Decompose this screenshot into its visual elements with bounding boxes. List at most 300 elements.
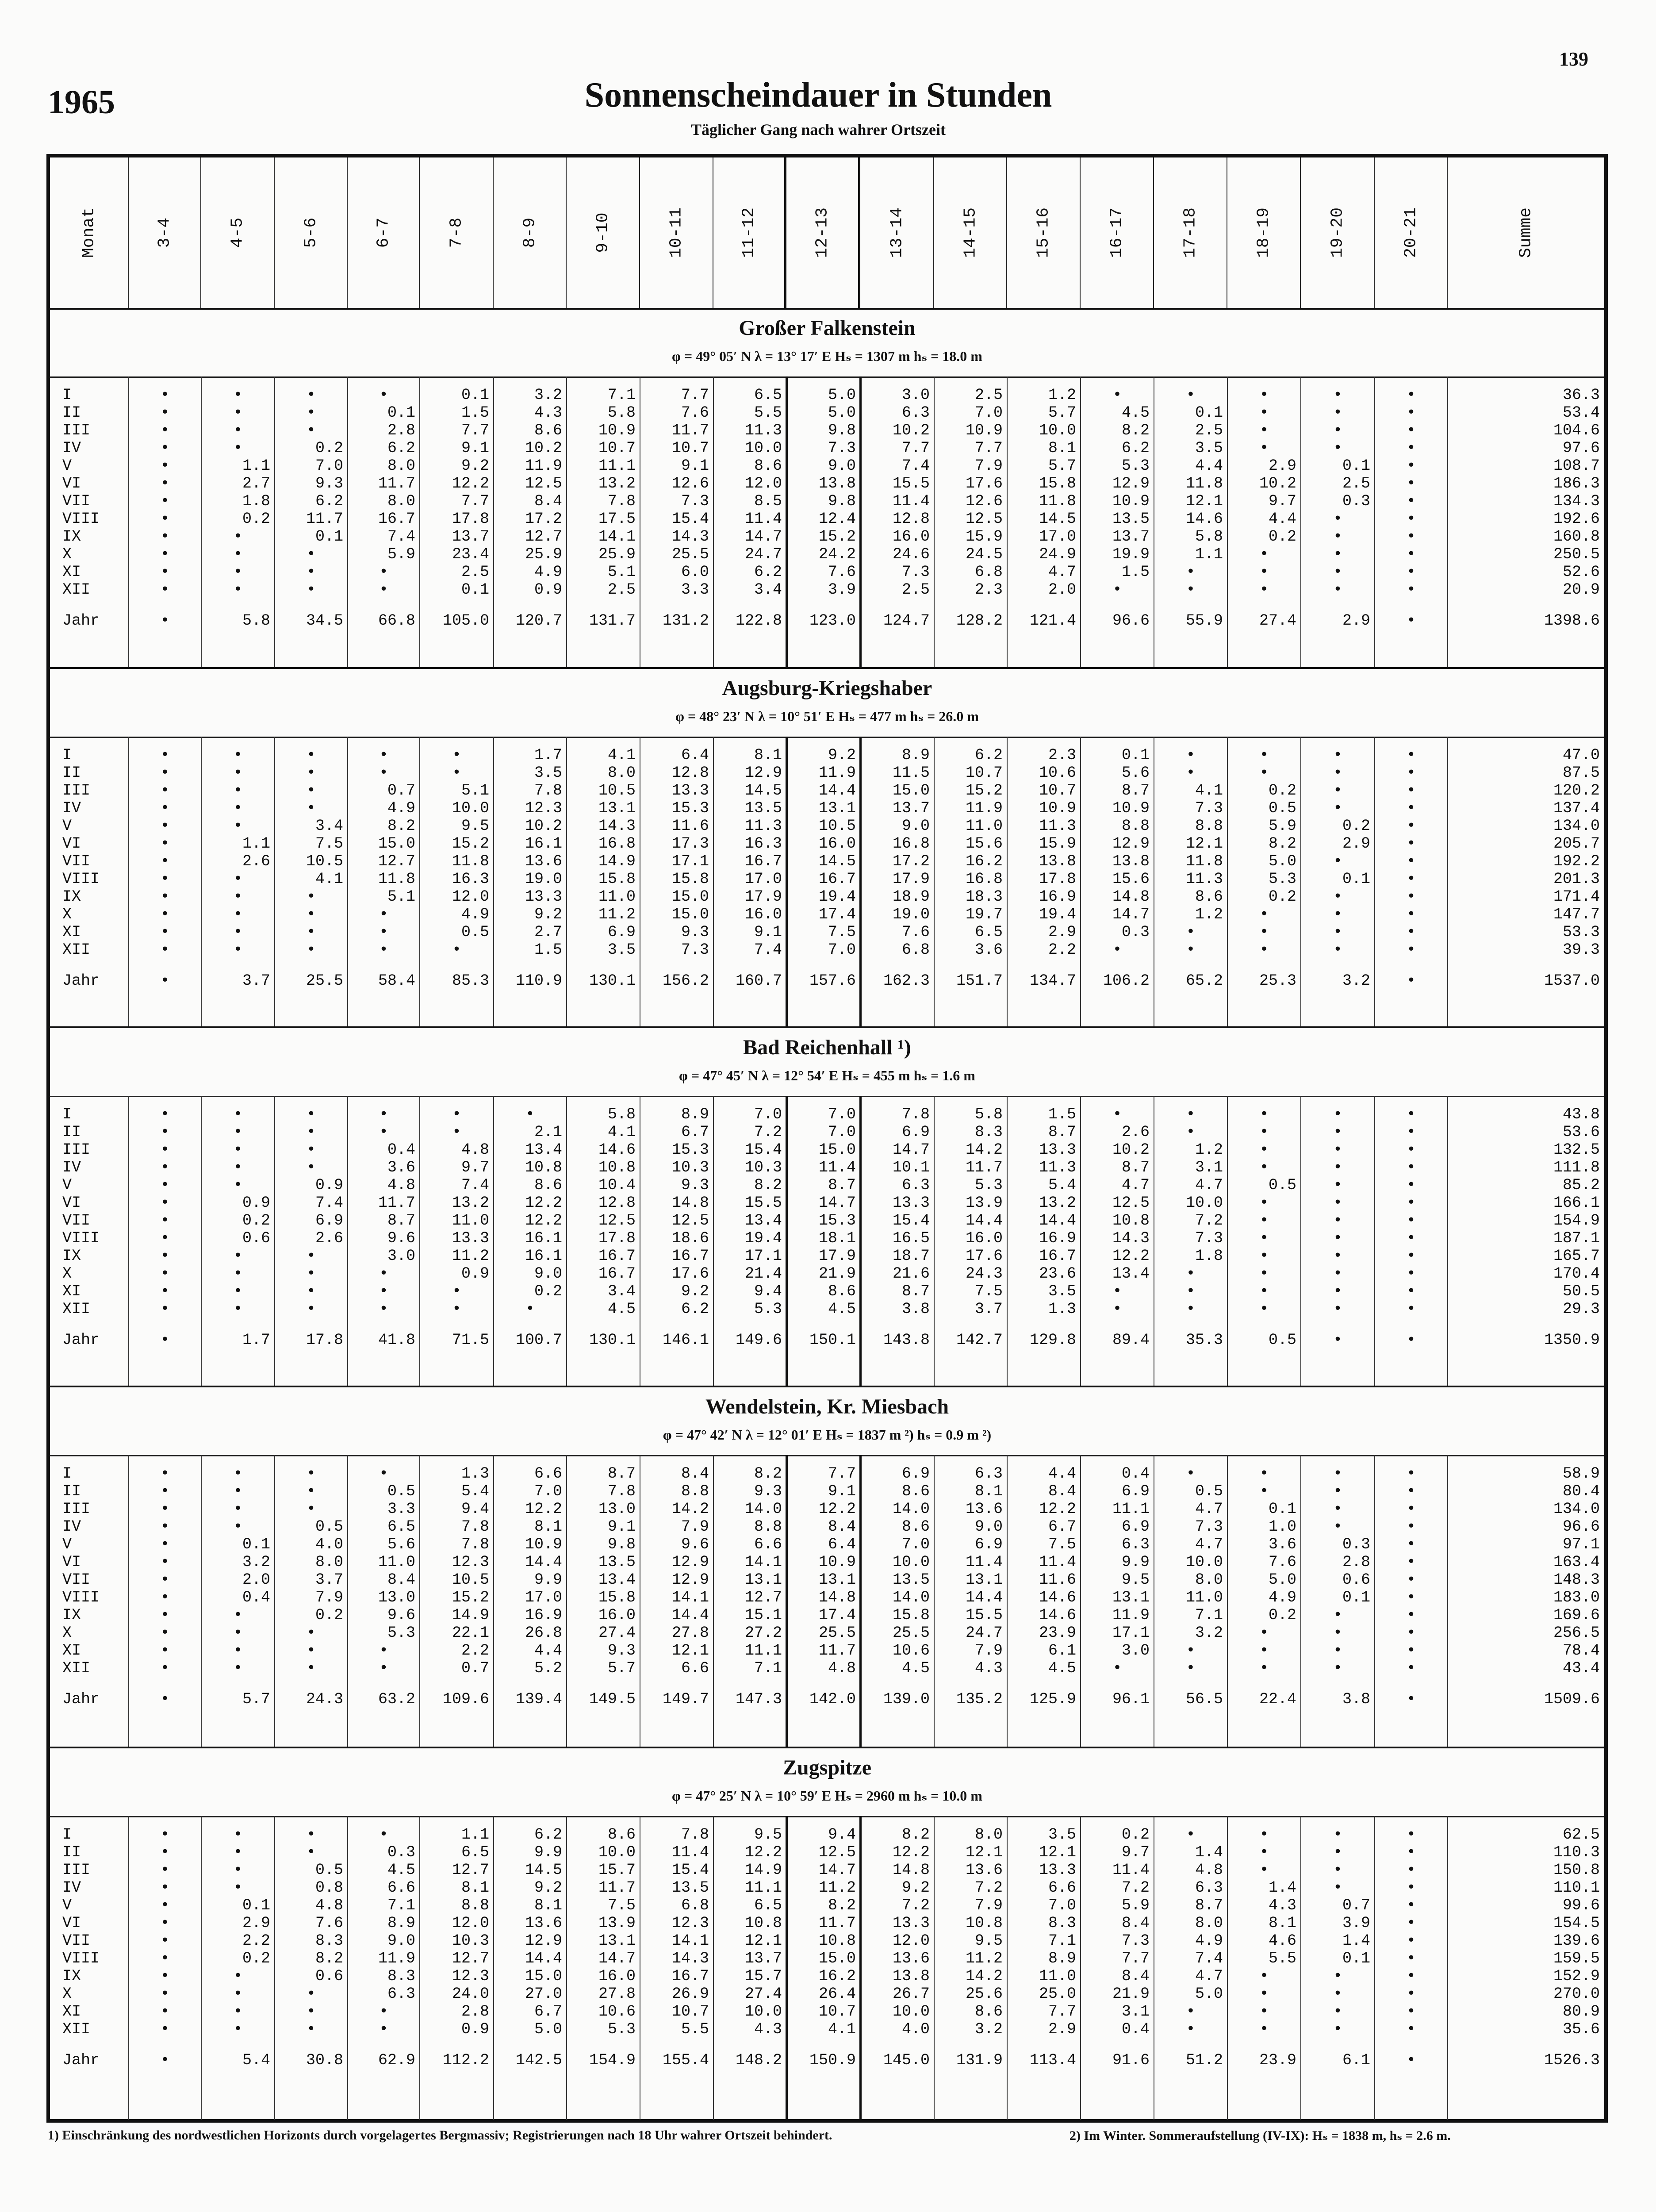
data-cell: 2.8: [1342, 1553, 1370, 1571]
data-cell: 8.4: [1121, 1914, 1150, 1932]
data-cell: •: [233, 1642, 243, 1659]
data-cell: 10.8: [965, 1914, 1003, 1932]
table-row: [50, 475, 1604, 492]
column-header: [1448, 157, 1604, 308]
data-cell: 134.0: [1553, 817, 1600, 835]
data-cell: 8.1: [1268, 1914, 1296, 1932]
data-cell: •: [1333, 1606, 1342, 1624]
data-cell: 2.9: [1048, 2020, 1076, 2038]
data-cell: •: [306, 1482, 316, 1500]
data-cell: 6.2: [754, 563, 782, 581]
data-cell: 17.8: [598, 1229, 636, 1247]
data-cell: •: [160, 1843, 170, 1861]
data-cell: 192.6: [1553, 510, 1600, 528]
data-cell: •: [233, 1176, 243, 1194]
station-header: [50, 1747, 1604, 1817]
table-row: [50, 1606, 1604, 1624]
table-row: [50, 1914, 1604, 1932]
data-cell: 17.2: [892, 853, 930, 870]
data-cell: 5.2: [534, 1659, 562, 1677]
data-cell: 256.5: [1553, 1624, 1600, 1642]
data-cell: 5.3: [754, 1300, 782, 1318]
data-cell: •: [379, 563, 388, 581]
data-cell: 24.6: [892, 545, 930, 563]
data-cell: 4.8: [1195, 1861, 1223, 1879]
data-cell: 11.8: [1185, 475, 1223, 492]
data-cell: 4.3: [1268, 1897, 1296, 1914]
data-cell: 2.9: [1268, 457, 1296, 475]
data-cell: 11.4: [1039, 1553, 1076, 1571]
data-cell: 7.3: [1195, 799, 1223, 817]
data-cell: •: [1406, 835, 1416, 853]
data-cell: •: [1333, 1123, 1342, 1141]
data-cell: 11.2: [818, 1879, 856, 1897]
data-cell: 10.0: [452, 799, 489, 817]
data-cell: 149.7: [662, 1690, 709, 1708]
row-label: Jahr: [62, 1690, 100, 1708]
data-cell: 4.8: [315, 1897, 343, 1914]
data-cell: 0.2: [242, 510, 270, 528]
data-cell: •: [1112, 1106, 1122, 1123]
data-cell: 13.0: [378, 1589, 415, 1606]
data-cell: •: [1333, 1967, 1342, 1985]
station-header: [50, 1386, 1604, 1456]
data-cell: 16.0: [892, 528, 930, 545]
data-cell: 13.4: [1112, 1265, 1150, 1283]
data-cell: •: [1333, 1985, 1342, 2003]
data-cell: 6.7: [681, 1123, 709, 1141]
data-cell: 7.3: [828, 439, 856, 457]
data-cell: 4.3: [974, 1659, 1003, 1677]
row-label: VI: [62, 1194, 81, 1212]
station-section: [50, 1747, 1604, 2120]
data-cell: •: [1333, 563, 1342, 581]
data-cell: 3.9: [828, 581, 856, 599]
data-cell: •: [1112, 1283, 1122, 1300]
row-label: Jahr: [62, 972, 100, 990]
data-cell: 14.7: [892, 1141, 930, 1159]
data-cell: 1509.6: [1544, 1690, 1600, 1708]
data-cell: 111.8: [1553, 1159, 1600, 1176]
data-cell: 8.3: [387, 1967, 415, 1985]
data-cell: 2.8: [387, 422, 415, 439]
data-cell: 11.3: [744, 817, 782, 835]
data-cell: •: [306, 888, 316, 906]
data-cell: 11.4: [818, 1159, 856, 1176]
data-cell: •: [1333, 1106, 1342, 1123]
data-cell: 1.3: [1048, 1300, 1076, 1318]
data-cell: •: [379, 1283, 388, 1300]
data-cell: •: [1186, 1642, 1196, 1659]
row-label: IV: [62, 1159, 81, 1176]
column-header: [275, 157, 348, 308]
data-cell: 11.0: [965, 817, 1003, 835]
data-cell: 15.4: [892, 1212, 930, 1229]
data-cell: 160.7: [735, 972, 782, 990]
data-cell: 16.0: [598, 1967, 636, 1985]
data-cell: 17.3: [671, 835, 709, 853]
data-cell: 15.8: [1039, 475, 1076, 492]
data-cell: 3.4: [607, 1283, 636, 1300]
data-cell: •: [233, 1300, 243, 1318]
data-cell: 16.7: [1039, 1247, 1076, 1265]
data-cell: 9.3: [754, 1482, 782, 1500]
data-cell: 24.3: [965, 1265, 1003, 1283]
data-cell: 16.2: [818, 1967, 856, 1985]
data-cell: •: [1333, 1843, 1342, 1861]
data-cell: •: [1406, 404, 1416, 422]
data-cell: 6.9: [901, 1465, 930, 1482]
footnotes: [48, 2128, 1609, 2143]
column-header-label: 8-9: [520, 217, 539, 248]
data-cell: 1.8: [242, 492, 270, 510]
data-cell: •: [1406, 386, 1416, 404]
data-cell: 15.8: [671, 870, 709, 888]
data-cell: 9.6: [387, 1606, 415, 1624]
data-cell: 8.7: [1121, 1159, 1150, 1176]
data-cell: •: [1333, 923, 1342, 941]
data-cell: 15.5: [892, 475, 930, 492]
data-cell: 3.7: [315, 1571, 343, 1589]
data-cell: 8.4: [387, 1571, 415, 1589]
data-cell: 5.5: [754, 404, 782, 422]
data-cell: 29.3: [1562, 1300, 1600, 1318]
data-cell: 17.6: [671, 1265, 709, 1283]
data-cell: 17.9: [818, 1247, 856, 1265]
page-number: 139: [1559, 48, 1588, 70]
data-cell: 11.6: [1039, 1571, 1076, 1589]
data-cell: •: [233, 439, 243, 457]
row-label: III: [62, 1141, 91, 1159]
table-row: [50, 1212, 1604, 1229]
data-cell: 6.7: [534, 2003, 562, 2020]
data-cell: 6.2: [1121, 439, 1150, 457]
data-cell: •: [1186, 2020, 1196, 2038]
data-cell: 14.6: [1039, 1606, 1076, 1624]
data-cell: 5.3: [1268, 870, 1296, 888]
data-cell: •: [1406, 510, 1416, 528]
data-cell: •: [1333, 782, 1342, 799]
data-cell: 13.6: [892, 1950, 930, 1967]
data-cell: 8.6: [974, 2003, 1003, 2020]
data-cell: 13.2: [598, 475, 636, 492]
data-cell: 13.5: [671, 1879, 709, 1897]
table-row: [50, 1843, 1604, 1861]
data-cell: 2.5: [1342, 475, 1370, 492]
data-cell: •: [160, 1212, 170, 1229]
data-cell: 8.0: [1195, 1914, 1223, 1932]
data-cell: 23.6: [1039, 1265, 1076, 1283]
data-cell: •: [1259, 1283, 1269, 1300]
data-cell: •: [233, 422, 243, 439]
data-cell: 9.3: [315, 475, 343, 492]
data-cell: 16.7: [378, 510, 415, 528]
data-cell: 14.6: [598, 1141, 636, 1159]
data-cell: 0.1: [1342, 870, 1370, 888]
data-cell: •: [306, 1123, 316, 1141]
table-row: [50, 1932, 1604, 1950]
data-cell: 16.9: [525, 1606, 562, 1624]
data-cell: 16.2: [965, 853, 1003, 870]
data-cell: •: [233, 799, 243, 817]
data-cell: 8.2: [1121, 422, 1150, 439]
data-cell: 6.9: [607, 923, 636, 941]
data-cell: 13.5: [744, 799, 782, 817]
data-cell: 0.5: [387, 1482, 415, 1500]
data-cell: 27.8: [598, 1985, 636, 2003]
data-cell: 12.0: [744, 475, 782, 492]
data-cell: 2.5: [461, 563, 489, 581]
data-cell: 27.4: [1259, 612, 1296, 630]
data-cell: 0.2: [1268, 782, 1296, 799]
data-cell: 5.6: [387, 1536, 415, 1553]
data-cell: 10.7: [671, 2003, 709, 2020]
data-cell: 187.1: [1553, 1229, 1600, 1247]
table-row: [50, 1624, 1604, 1642]
data-cell: •: [160, 870, 170, 888]
data-cell: 1.4: [1195, 1843, 1223, 1861]
table-row: [50, 1985, 1604, 2003]
data-cell: 8.8: [1121, 817, 1150, 835]
data-cell: •: [233, 1967, 243, 1985]
data-cell: •: [160, 941, 170, 959]
data-cell: 162.3: [883, 972, 930, 990]
data-cell: •: [1186, 581, 1196, 599]
data-cell: •: [306, 1826, 316, 1843]
data-cell: 36.3: [1562, 386, 1600, 404]
data-cell: 8.7: [387, 1212, 415, 1229]
data-cell: 4.9: [387, 799, 415, 817]
data-cell: •: [1333, 799, 1342, 817]
table-row: [50, 386, 1604, 404]
data-cell: •: [1406, 1265, 1416, 1283]
data-cell: 0.8: [315, 1879, 343, 1897]
data-cell: •: [160, 2020, 170, 2038]
data-cell: 15.0: [671, 888, 709, 906]
data-cell: 0.3: [1342, 492, 1370, 510]
data-cell: 13.7: [1112, 528, 1150, 545]
station-coordinates: φ = 49° 05′ N λ = 13° 17′ E Hₛ = 1307 m hₛ = 18.0 m: [672, 348, 982, 364]
data-cell: •: [233, 581, 243, 599]
data-cell: 35.3: [1185, 1331, 1223, 1349]
data-cell: 1.1: [461, 1826, 489, 1843]
station-header: [50, 308, 1604, 378]
data-cell: 6.9: [974, 1536, 1003, 1553]
data-cell: 80.9: [1562, 2003, 1600, 2020]
data-cell: 14.8: [892, 1861, 930, 1879]
data-cell: 12.1: [1185, 492, 1223, 510]
row-label: VII: [62, 853, 91, 870]
data-cell: 2.0: [242, 1571, 270, 1589]
data-cell: 8.1: [461, 1879, 489, 1897]
data-cell: •: [1333, 1283, 1342, 1300]
station-name: Wendelstein, Kr. Miesbach: [705, 1395, 949, 1418]
data-cell: •: [1259, 1967, 1269, 1985]
station-data: [50, 1096, 1604, 1386]
data-cell: 4.7: [1195, 1536, 1223, 1553]
data-cell: 47.0: [1562, 746, 1600, 764]
data-cell: 6.3: [974, 1465, 1003, 1482]
data-cell: •: [379, 906, 388, 923]
data-cell: 11.6: [671, 817, 709, 835]
data-cell: 134.7: [1029, 972, 1076, 990]
data-cell: 12.2: [892, 1843, 930, 1861]
data-cell: 14.7: [1112, 906, 1150, 923]
data-cell: 0.6: [242, 1229, 270, 1247]
data-cell: 96.1: [1112, 1690, 1150, 1708]
data-cell: •: [1406, 1247, 1416, 1265]
data-cell: 7.5: [1048, 1536, 1076, 1553]
data-cell: 12.6: [671, 475, 709, 492]
column-header: [420, 157, 494, 308]
data-cell: 9.5: [461, 817, 489, 835]
data-cell: 0.2: [1268, 888, 1296, 906]
data-cell: •: [233, 817, 243, 835]
data-cell: 21.4: [744, 1265, 782, 1283]
data-cell: 192.2: [1553, 853, 1600, 870]
table-row: [50, 457, 1604, 475]
data-cell: 1.4: [1268, 1879, 1296, 1897]
column-header: [348, 157, 420, 308]
data-cell: •: [306, 1247, 316, 1265]
data-cell: •: [452, 1283, 461, 1300]
data-cell: •: [233, 746, 243, 764]
data-cell: •: [1259, 1985, 1269, 2003]
data-cell: 3.5: [1048, 1826, 1076, 1843]
data-cell: 19.0: [525, 870, 562, 888]
data-cell: 7.7: [901, 439, 930, 457]
data-cell: 13.0: [598, 1500, 636, 1518]
data-cell: 15.7: [598, 1861, 636, 1879]
data-cell: 35.6: [1562, 2020, 1600, 2038]
data-cell: •: [233, 1518, 243, 1536]
data-cell: 128.2: [956, 612, 1003, 630]
data-cell: 7.2: [754, 1123, 782, 1141]
data-cell: 11.3: [1039, 817, 1076, 835]
data-cell: 143.8: [883, 1331, 930, 1349]
data-cell: 14.4: [818, 782, 856, 799]
data-cell: 11.3: [744, 422, 782, 439]
data-cell: 3.8: [1342, 1690, 1370, 1708]
data-cell: •: [1186, 563, 1196, 581]
data-cell: 2.3: [1048, 746, 1076, 764]
table-row: [50, 1159, 1604, 1176]
data-cell: 15.7: [744, 1967, 782, 1985]
data-cell: •: [379, 386, 388, 404]
data-cell: 12.8: [598, 1194, 636, 1212]
data-cell: •: [160, 972, 170, 990]
data-cell: 11.7: [306, 510, 343, 528]
data-cell: 7.7: [974, 439, 1003, 457]
data-cell: 52.6: [1562, 563, 1600, 581]
data-cell: 0.5: [315, 1518, 343, 1536]
data-cell: 8.6: [828, 1283, 856, 1300]
data-cell: •: [233, 782, 243, 799]
table-row: [50, 817, 1604, 835]
data-cell: •: [160, 1176, 170, 1194]
data-cell: 14.1: [744, 1553, 782, 1571]
data-cell: 110.3: [1553, 1843, 1600, 1861]
row-label: IX: [62, 888, 81, 906]
data-cell: 6.1: [1048, 1642, 1076, 1659]
data-cell: •: [1186, 2003, 1196, 2020]
data-cell: 9.8: [828, 492, 856, 510]
row-label: VIII: [62, 1950, 100, 1967]
year-heading: 1965: [48, 84, 115, 121]
station-data: [50, 1455, 1604, 1747]
data-cell: 7.0: [1048, 1897, 1076, 1914]
data-cell: 14.5: [744, 782, 782, 799]
data-cell: •: [233, 1624, 243, 1642]
data-cell: 11.8: [1039, 492, 1076, 510]
data-cell: 9.2: [534, 906, 562, 923]
column-header-label: 15-16: [1034, 207, 1053, 258]
table-header: [50, 157, 1604, 310]
data-cell: 12.2: [525, 1500, 562, 1518]
data-cell: 132.5: [1553, 1141, 1600, 1159]
data-cell: 7.6: [828, 563, 856, 581]
row-label: II: [62, 1843, 81, 1861]
data-cell: •: [233, 1141, 243, 1159]
data-cell: •: [160, 1690, 170, 1708]
data-cell: 123.0: [809, 612, 856, 630]
data-cell: •: [452, 746, 461, 764]
data-cell: 6.9: [1121, 1518, 1150, 1536]
data-cell: •: [233, 1465, 243, 1482]
data-cell: •: [306, 1141, 316, 1159]
data-cell: 7.1: [387, 1897, 415, 1914]
data-cell: 12.5: [818, 1843, 856, 1861]
data-cell: 96.6: [1112, 612, 1150, 630]
data-cell: 14.9: [598, 853, 636, 870]
data-cell: 6.3: [1195, 1879, 1223, 1897]
data-cell: 5.4: [461, 1482, 489, 1500]
data-cell: •: [1406, 1861, 1416, 1879]
data-cell: •: [306, 1500, 316, 1518]
data-cell: 27.8: [671, 1624, 709, 1642]
data-cell: 11.7: [378, 1194, 415, 1212]
data-cell: 11.2: [452, 1247, 489, 1265]
data-cell: 10.3: [671, 1159, 709, 1176]
data-cell: •: [379, 1465, 388, 1482]
data-cell: 4.9: [534, 563, 562, 581]
column-header: [129, 157, 201, 308]
data-cell: 4.5: [901, 1659, 930, 1677]
column-header-label: 4-5: [228, 217, 247, 248]
row-label: VIII: [62, 870, 100, 888]
data-cell: 6.8: [681, 1897, 709, 1914]
data-cell: •: [1406, 1879, 1416, 1897]
data-cell: •: [1333, 1229, 1342, 1247]
data-cell: 7.7: [681, 386, 709, 404]
column-header-label: 14-15: [961, 207, 980, 258]
year-total-row: [50, 1690, 1604, 1708]
data-cell: •: [1112, 1300, 1122, 1318]
data-cell: 12.0: [892, 1932, 930, 1950]
row-label: XII: [62, 1659, 91, 1677]
column-header-label: Monat: [79, 207, 99, 258]
data-cell: 15.8: [892, 1606, 930, 1624]
data-cell: •: [306, 1985, 316, 2003]
data-cell: 23.9: [1259, 2051, 1296, 2069]
data-cell: •: [1259, 386, 1269, 404]
data-cell: 5.5: [1268, 1950, 1296, 1967]
table-row: [50, 404, 1604, 422]
data-cell: 120.2: [1553, 782, 1600, 799]
data-cell: 43.4: [1562, 1659, 1600, 1677]
data-cell: 142.7: [956, 1331, 1003, 1349]
data-cell: 4.4: [1195, 457, 1223, 475]
